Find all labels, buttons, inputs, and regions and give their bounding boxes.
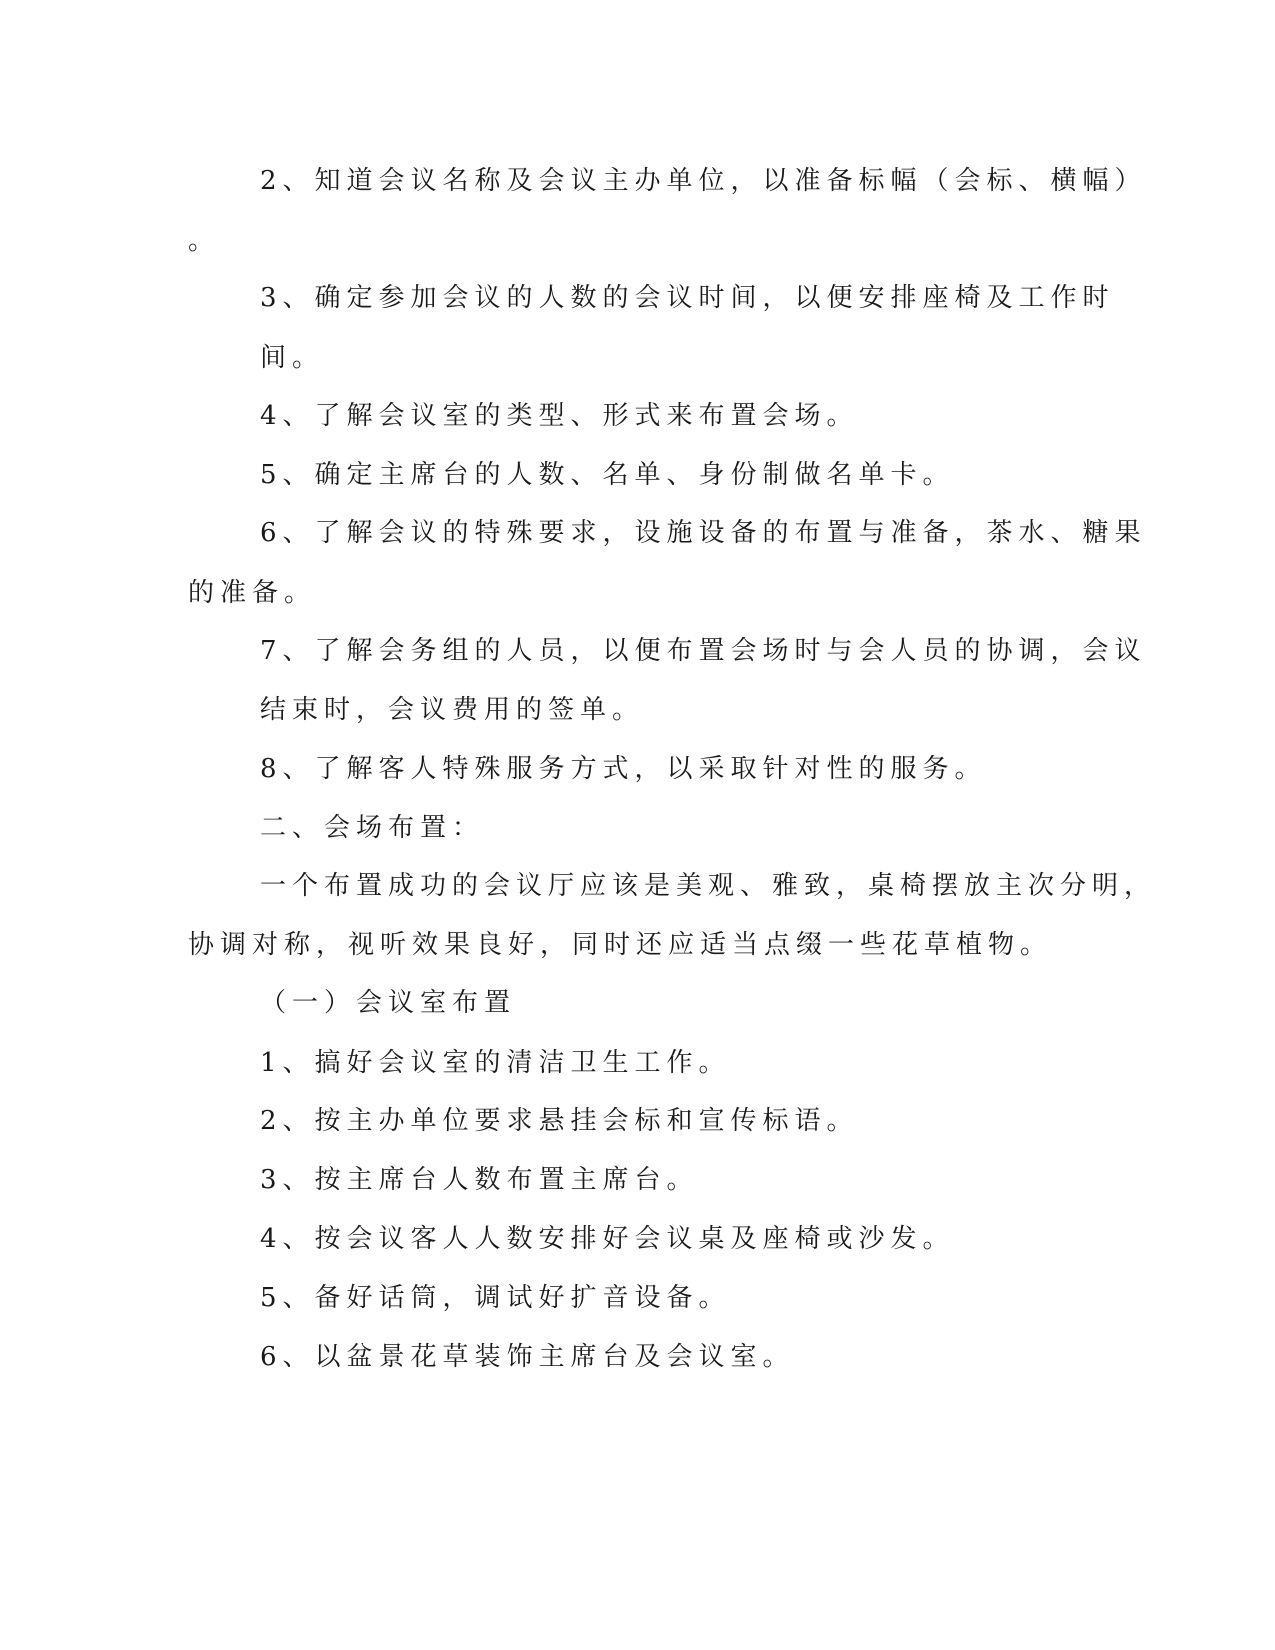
list-item: 1、搞好会议室的清洁卫生工作。 [260, 1048, 731, 1078]
subsection-heading: （一）会议室布置 [260, 988, 517, 1018]
list-item: 3、按主席台人数布置主席台。 [260, 1165, 699, 1195]
paragraph-line: 。 [188, 226, 221, 256]
paragraph-line: 4、了解会议室的类型、形式来布置会场。 [260, 401, 859, 431]
paragraph-line: 7、了解会务组的人员，以便布置会场时与会人员的协调，会议 [260, 636, 1147, 666]
paragraph-line: 3、确定参加会议的人数的会议时间，以便安排座椅及工作时 [260, 283, 1115, 313]
paragraph-line: 8、了解客人特殊服务方式，以采取针对性的服务。 [260, 754, 987, 784]
list-item: 6、以盆景花草装饰主席台及会议室。 [260, 1342, 795, 1372]
list-item: 5、备好话筒，调试好扩音设备。 [260, 1283, 731, 1313]
paragraph-line: 的准备。 [188, 578, 317, 608]
paragraph-line: 间。 [260, 343, 325, 373]
paragraph-line: 一个布置成功的会议厅应该是美观、雅致，桌椅摆放主次分明， [260, 871, 1157, 901]
paragraph-line: 5、确定主席台的人数、名单、身份制做名单卡。 [260, 460, 955, 490]
paragraph-line: 协调对称，视听效果良好，同时还应适当点缀一些花草植物。 [188, 930, 1053, 960]
list-item: 4、按会议客人人数安排好会议桌及座椅或沙发。 [260, 1224, 955, 1254]
paragraph-line: 结束时，会议费用的签单。 [260, 695, 645, 725]
section-heading: 二、会场布置： [260, 813, 485, 843]
paragraph-line: 2、知道会议名称及会议主办单位，以准备标幅（会标、横幅） [260, 166, 1147, 196]
paragraph-line: 6、了解会议的特殊要求，设施设备的布置与准备，茶水、糖果 [260, 518, 1147, 548]
list-item: 2、按主办单位要求悬挂会标和宣传标语。 [260, 1106, 859, 1136]
